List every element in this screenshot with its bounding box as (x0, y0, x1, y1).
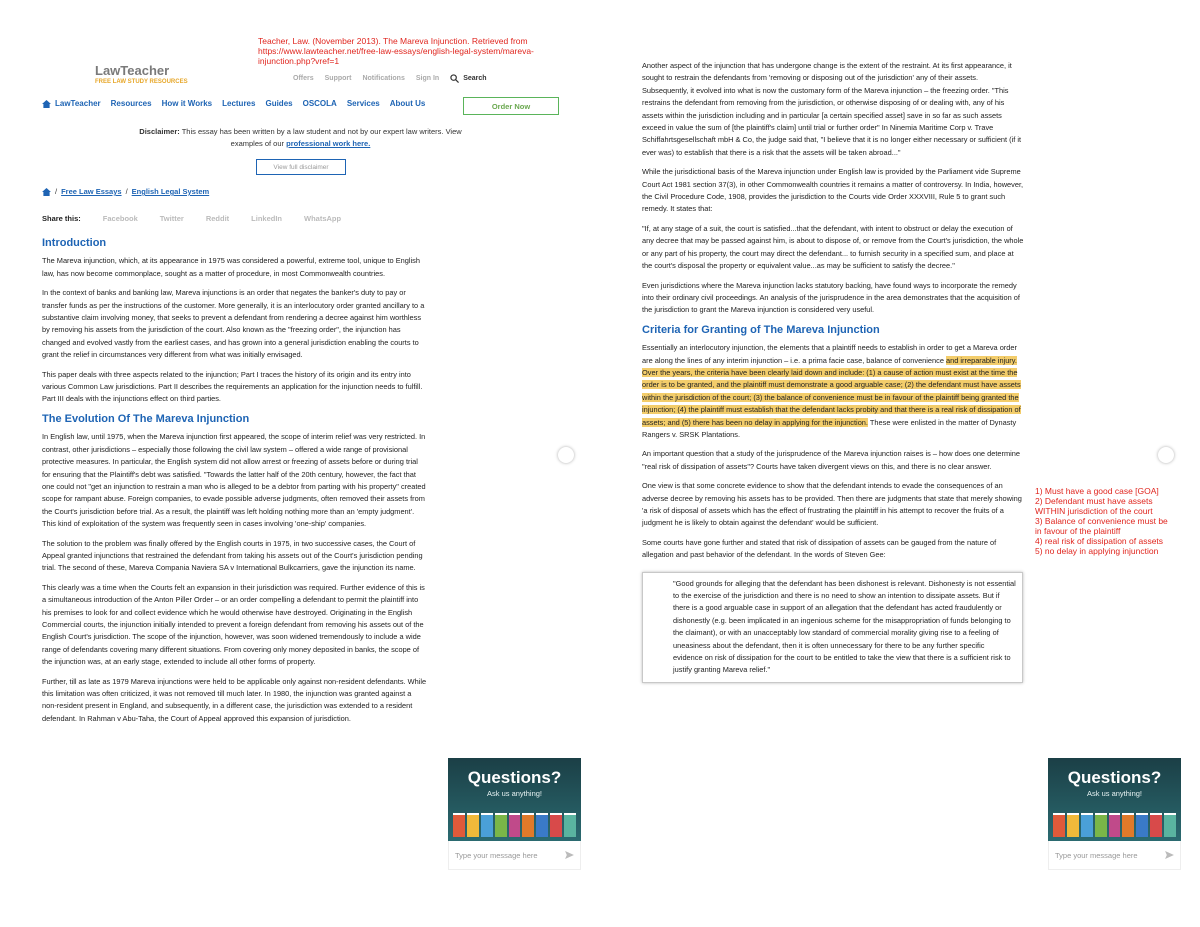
paragraph: While the jurisdictional basis of the Mareva injunction under English law is provided by the Parliament vide Supreme Court Act 1981 section 37(3), in other Commonwealth countries it remains a matter of controversy. In India, however, the Civil Procedure Code, 1908, provides the jurisdiction to the Courts vide Order XXXVIII, Rule 5 to grant such remedy. It states that: (642, 167, 1024, 214)
paragraph: In English law, until 1975, when the Mareva injunction first appeared, the scope of interim relief was very restricted. In contrast, other jurisdictions – especially those following the civil law system – offered a wide range of provisional protective measures. In particular, the English system did not allow arrest or freezing of assets before or during trial for ensuring that the Plaintiff's debt was satisfied. "Towards the latter half of the 20th century, however, the fact that one could not "get an injunction to restrain a man who is alleged to be a debtor from parting with his property" created scope for rampant abuse. Foreign companies, to evade possible adverse judgments, often removed their assets from the Court's jurisdiction before trial. As a result, the plaintiff was left holding nothing more than an 'empty judgment'. This kind of exploitation of the system was frequently seen in cases involving 'one-ship' companies. (42, 432, 426, 529)
paragraph: In the context of banks and banking law, Mareva injunctions is an order that negates the banker's duty to pay or transfer funds as per the instructions of the customer. More generally, it is an interlocutory order granted ancillary to a substantive claim involving money, that seeks to prevent a defendant from rendering a decree against him worthless by removing his assets from the jurisdiction of the court. Also known as the "freezing order", the injunction has changed and evolved vastly from the earliest cases, and has grown into a general jurisdiction enabling the courts to grant the relief in circumstances very different from what was initially envisaged. (42, 288, 425, 360)
breadcrumb-separator: / (125, 187, 128, 196)
annotation-item: 5) no delay in applying injunction (1035, 546, 1159, 556)
paragraph: This clearly was a time when the Courts felt an expansion in their jurisdiction was required. Further evidence of this is a simultaneous introduction of the Anton Piller Order – or an order compelling a defendant to permit the plaintiff into his premises to look for and collect evidence which he would otherwise have destroyed. Originating in the English Commercial courts, the injunction initially intended to prevent a foreign defendant from removing his assets out of the English Court's jurisdiction. The scope of the injunction, however, was soon widened tremendously to include a wide range of defendants covering many different situations. From covering only money deposited in banks, the scope of the injunction was, at an early stage, extended to include all other forms of property. (42, 582, 425, 667)
chat-widget (448, 758, 581, 871)
heading-criteria: Criteria for Granting of The Mareva Injunction (642, 323, 880, 336)
statute-quote: "If, at any stage of a suit, the court is satisfied...that the defendant, with intent to obstruct or delay the execution of any decree that may be passed against him, is about to dispose of, or remove from the Court's jurisdiction, the whole or any part of his property, the court may direct the defendant... to furnish security in a specified sum, and place at the court's disposal the property or equivalent value...as may be sufficient to satisfy the decree." (642, 223, 1024, 271)
chat-placeholder: Type your message here (455, 850, 538, 860)
chat-widget-subtitle: Ask us anything! (486, 789, 543, 798)
essay-right-column (642, 60, 1025, 683)
share-label: Share this: (42, 214, 81, 223)
top-links (293, 74, 487, 83)
chat-widget-title: Questions? (467, 768, 562, 787)
books-illustration (1053, 815, 1176, 837)
breadcrumb-separator: / (55, 187, 58, 196)
chat-widget-banner[interactable] (448, 758, 581, 841)
paragraph: Even jurisdictions where the Mareva injunction lacks statutory backing, have found ways to incorporate the remedy into their ordinary civil proceedings. An analysis of the jurisprudence in the area demonstrates that the acquisition of the jurisdiction to grant the Mareva injunction is considered very useful. (642, 280, 1020, 315)
share-twitter[interactable]: Twitter (159, 214, 184, 223)
main-nav (42, 99, 425, 108)
paragraph: Another aspect of the injunction that has undergone change is the extent of the restraint. At its first appearance, it sought to restrain the defendants from 'removing or disposing out of the jurisdiction' any of their assets. Subsequently, it evolved into what is now the customary form of the Mareva injunction – the freezing order. "This restrains the defendant from removing from the jurisdiction, or otherwise disposing of or dealing with, any of his assets within the jurisdiction including and in particular [a certain specified asset] save in so far as such assets exceed in value the sum of [the plaintiff's claim] until trial or further order" In Ninemia Maritime Corp v. Trave Schiffahrtsgesellschaft mbH & Co, the judge said that, "I believe that it is no longer either necessary or sufficient (if it ever was) to establish that there is a risk that the assets will be taken abroad..." (642, 61, 1022, 157)
criteria-text: Essentially an interlocutory injunction, the elements that a plaintiff needs to establish in order to get a Mareva order are along the lines of any interim injunction – i.e. a prima facie case, balance of convenience (642, 343, 1017, 365)
professional-work-link[interactable]: professional work here. (286, 139, 371, 148)
breadcrumb-free-law-essays[interactable]: Free Law Essays (61, 187, 122, 196)
nav-services[interactable]: Services (346, 99, 380, 108)
search-button[interactable] (450, 74, 486, 83)
chat-widget-banner[interactable] (1048, 758, 1181, 841)
send-icon[interactable] (565, 851, 574, 859)
sign-in-link[interactable]: Sign In (415, 75, 440, 82)
annotation-item: 4) real risk of dissipation of assets (1035, 536, 1164, 546)
nav-guides[interactable]: Guides (265, 99, 293, 108)
logo-name: LawTeacher (95, 63, 170, 78)
criteria-paragraph (642, 342, 1025, 441)
offers-link[interactable]: Offers (293, 75, 314, 82)
heading-introduction: Introduction (42, 237, 107, 249)
annotation-item: 3) Balance of convenience must be in favour of the plaintiff (1035, 516, 1168, 536)
paragraph: One view is that some concrete evidence to show that the defendant intends to evade the consequences of an adverse decree by removing his assets has to be provided. Then there are judgments that state that merely showing 'a risk of disposal of assets which has the effect of frustrating the plaintiff in his attempt to recover the fruits of a judgment he is likely to obtain against the defendant' would be sufficient. (642, 481, 1022, 528)
paragraph: This paper deals with three aspects related to the injunction; Part I traces the history of its origin and its entry into various Common Law jurisdictions. Part II describes the requirements an application for the injunction needs to fulfill. Part III deals with the injunctions effect on third parties. (42, 369, 423, 404)
share-bar (42, 214, 341, 223)
disclaimer (128, 126, 473, 150)
paragraph: The solution to the problem was finally offered by the English courts in 1975, in two successive cases, the Court of Appeal granted injunctions that restrained the defendant from taking his assets out of the Court's jurisdiction pending trial. The second of these, Mareva Compania Naviera SA v International Bulkcarriers, gave the injunction its name. (42, 538, 423, 573)
essay-left-column (42, 234, 428, 732)
criteria-text-end: These were enlisted in the matter of Dynasty Rangers v. SRSK Plantations. (642, 417, 1017, 439)
paragraph: An important question that a study of the jurisprudence of the Mareva injunction raises is – how does one determine "real risk of dissipation of assets"? Courts have taken divergent views on this, and there is no clear answer. (642, 449, 1020, 471)
annotation-item: 1) Must have a good case [GOA] (1035, 486, 1159, 496)
share-whatsapp[interactable]: WhatsApp (304, 214, 342, 223)
send-icon[interactable] (1165, 851, 1174, 859)
chat-message-input[interactable] (448, 841, 581, 870)
books-illustration (453, 815, 576, 837)
citation-annotation: Teacher, Law. (November 2013). The Mareva Injunction. Retrieved from https://www.lawteacher.net/free-law-essays/english-legal-system/mareva-injunction.php?vref=1 (258, 36, 534, 66)
chat-message-input[interactable] (1048, 841, 1181, 870)
page-nav-dot[interactable] (558, 447, 574, 463)
chat-widget-subtitle: Ask us anything! (1086, 789, 1143, 798)
site-logo[interactable] (95, 63, 188, 85)
chat-placeholder: Type your message here (1055, 850, 1138, 860)
share-facebook[interactable]: Facebook (102, 214, 138, 223)
chat-widget (1048, 758, 1181, 871)
home-icon (42, 100, 51, 108)
breadcrumb-english-legal-system[interactable]: English Legal System (131, 187, 210, 196)
nav-home[interactable] (42, 99, 101, 108)
disclaimer-label: Disclaimer: (139, 127, 180, 136)
nav-lectures[interactable]: Lectures (222, 99, 256, 108)
margin-annotations (1035, 486, 1175, 556)
share-reddit[interactable]: Reddit (205, 214, 230, 223)
search-icon (450, 74, 459, 83)
order-now-button[interactable]: Order Now (463, 97, 559, 115)
breadcrumb (42, 187, 209, 196)
logo-tagline: FREE LAW STUDY RESOURCES (95, 79, 188, 85)
nav-resources[interactable]: Resources (110, 99, 152, 108)
annotation-item: 2) Defendant must have assets WITHIN jurisdiction of the court (1035, 496, 1153, 516)
nav-home-label: LawTeacher (55, 99, 101, 108)
search-label: Search (463, 75, 487, 82)
home-icon[interactable] (42, 188, 51, 196)
heading-evolution: The Evolution Of The Mareva Injunction (42, 412, 250, 425)
paragraph: Some courts have gone further and stated that risk of dissipation of assets can be gauged from the nature of allegation and past behavior of the defendant. In the words of Steven Gee: (642, 537, 997, 560)
nav-oscola[interactable]: OSCOLA (302, 99, 337, 108)
view-disclaimer-button[interactable]: View full disclaimer (256, 159, 346, 175)
paragraph: The Mareva injunction, which, at its appearance in 1975 was considered a powerful, extreme tool, unique to English law, has now become commonplace, sought as a matter of procedure, in most Commonwealth countries. (42, 256, 420, 278)
nav-about-us[interactable]: About Us (389, 99, 426, 108)
notifications-link[interactable]: Notifications (362, 75, 405, 82)
paragraph: Further, till as late as 1979 Mareva injunctions were held to be applicable only against non-resident defendants. While this limitation was often criticized, it was not removed till much later. In 1980, the injunction was granted against a non-resident present in England, and subsequently, in a different case, the jurisdiction was extended to a resident defendant. In Rahman v Abu-Taha, the Court of Appeal approved this expansion of jurisdiction. (42, 676, 427, 723)
disclaimer-text: This essay has been written by a law student and not by our expert law writers. View examples of our (181, 127, 462, 148)
page-nav-dot[interactable] (1158, 447, 1174, 463)
nav-how-it-works[interactable]: How it Works (161, 99, 213, 108)
blockquote: "Good grounds for alleging that the defendant has been dishonest is relevant. Dishonesty is not essential to the exercise of the jurisdiction and there is no need to show an intention to dissipate assets. But if there is a good arguable case in support of an allegation that the defendant has acted fraudulently or dishonestly (e.g. been implicated in an ingenious scheme for the misappropriation of funds belonging to the claimant), or with an unacceptably low standard of commercial morality giving rise to a feeling of uneasiness about the defendant, then it is often unnecessary for there to be any further specific evidence on risk of dissipation for the court to be entitled to take the view that there is a sufficient risk to justify granting Mareva relief." (642, 572, 1023, 683)
support-link[interactable]: Support (324, 75, 352, 82)
chat-widget-title: Questions? (1067, 768, 1162, 787)
share-linkedin[interactable]: LinkedIn (251, 214, 282, 223)
highlighted-criteria: and irreparable injury. Over the years, the criteria have been clearly laid down and include: (1) a cause of action must exist at the time the order is to be granted, and the plaintiff must demonstrate a good arguable case; (2) the defendant must have assets within the jurisdiction of the court; (3) the balance of convenience must be in favour of the plaintiff being granted the injunction; (4) the plaintiff must establish that the defendant lacks probity and that there is a real risk of dissipation of assets; and (5) there has been no delay in applying for the injunction. (642, 355, 1021, 427)
